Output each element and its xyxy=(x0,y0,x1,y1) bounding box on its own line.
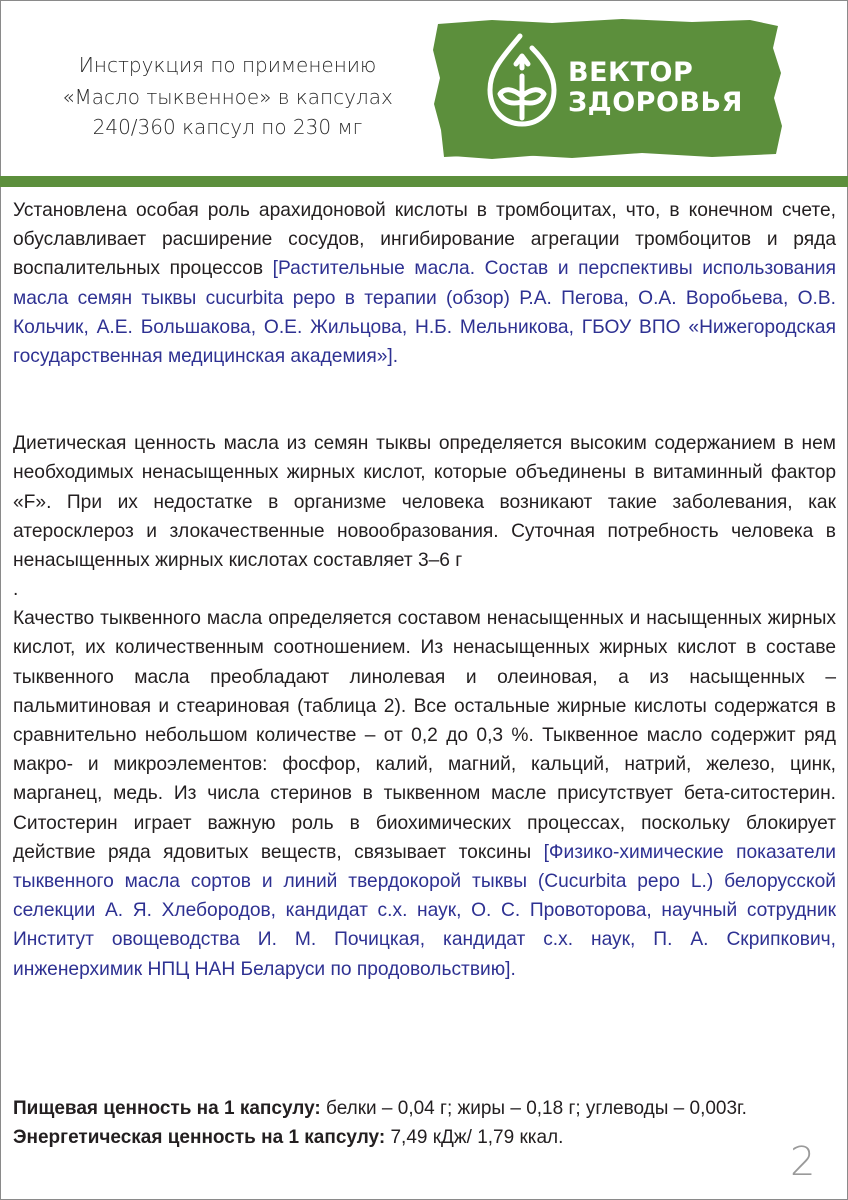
energy-value-label: Энергетическая ценность на 1 капсулу: xyxy=(13,1127,386,1148)
document-title xyxy=(30,50,425,142)
stray-dot: . xyxy=(13,579,19,601)
citation-reference: [Физико-химические показатели тыквенного масла сортов и линий твердокорой тыквы (Cucurbita pepo L.) белорусской селекции А. Я. Хлебородов, кандидат с.х. наук, О. С. Провоторова, научный сотрудник Институт овощеводства И. М. Почицкая, кандидат с.х. наук, П. А. Скрипкович, инженерхимик НПЦ НАН Беларуси по продовольствию]. xyxy=(13,841,836,980)
energy-value-text: 7,49 кДж/ 1,79 ккал. xyxy=(385,1127,564,1148)
body-text xyxy=(13,196,836,984)
logo-wordmark xyxy=(568,58,743,118)
title-line-2: «Масло тыквенное» в капсулах xyxy=(62,85,393,109)
paragraph-dietary-value: Диетическая ценность масла из семян тыквы определяется высоким содержанием в нем необходимых ненасыщенных жирных кислот, которые объединены в витаминный фактор «F». При их недостатке в организме человека возникают такие заболевания, как атеросклероз и злокачественные новообразования. Суточная потребность человека в ненасыщенных жирных кислотах составляет 3–6 г xyxy=(13,433,836,572)
page-number: 2 xyxy=(790,1139,816,1185)
logo-text-line-2: ЗДОРОВЬЯ xyxy=(568,87,743,118)
title-line-3: 240/360 капсул по 230 мг xyxy=(92,115,363,139)
logo-text-line-1: ВЕКТОР xyxy=(568,57,694,88)
energy-value-line xyxy=(13,1123,836,1152)
nutrition-facts xyxy=(13,1094,836,1152)
paragraph-oil-quality xyxy=(13,604,836,984)
paragraph-text: Качество тыквенного масла определяется составом ненасыщенных и насыщенных жирных кислот, их количественным соотношением. Из ненасыщенных жирных кислот в составе тыквенного масла преобладают линолевая и олеиновая, а из насыщенных – пальмитиновая и стеариновая (таблица 2). Все остальные жирные кислоты содержатся в сравнительно небольшом количестве – от 0,2 до 0,3 %. Тыквенное масло содержит ряд макро- и микроэлементов: фосфор, калий, магний, кальций, натрий, железо, цинк, марганец, медь. Из числа стеринов в тыквенном масле присутствует бета-ситостерин. Ситостерин играет важную роль в биохимических процессах, поскольку блокирует действие ряда ядовитых веществ, связывает токсины xyxy=(13,608,836,863)
header-divider xyxy=(0,176,848,187)
paragraph-text: Установлена особая роль арахидоновой кислоты в тромбоцитах, что, в конечном счете, обуславливает расширение сосудов, ингибирование агрегации тромбоцитов и ряда воспалительных процессов xyxy=(13,200,836,280)
citation-reference: [Растительные масла. Состав и перспективы использования масла семян тыквы cucurbita pepo в терапии (обзор) Р.А. Пегова, О.А. Воробьева, О.В. Кольчик, А.Е. Большакова, О.Е. Жильцова, Н.Б. Мельникова, ГБОУ ВПО «Нижегородская государственная медицинская академия»]. xyxy=(13,258,836,368)
food-value-text: белки – 0,04 г; жиры – 0,18 г; углеводы – 0,003г. xyxy=(320,1098,747,1119)
food-value-label: Пищевая ценность на 1 капсулу: xyxy=(13,1098,321,1119)
title-line-1: Инструкция по применению xyxy=(78,53,377,77)
brand-logo xyxy=(432,18,784,160)
food-value-line xyxy=(13,1094,836,1123)
paragraph-arachidonic xyxy=(13,196,836,371)
